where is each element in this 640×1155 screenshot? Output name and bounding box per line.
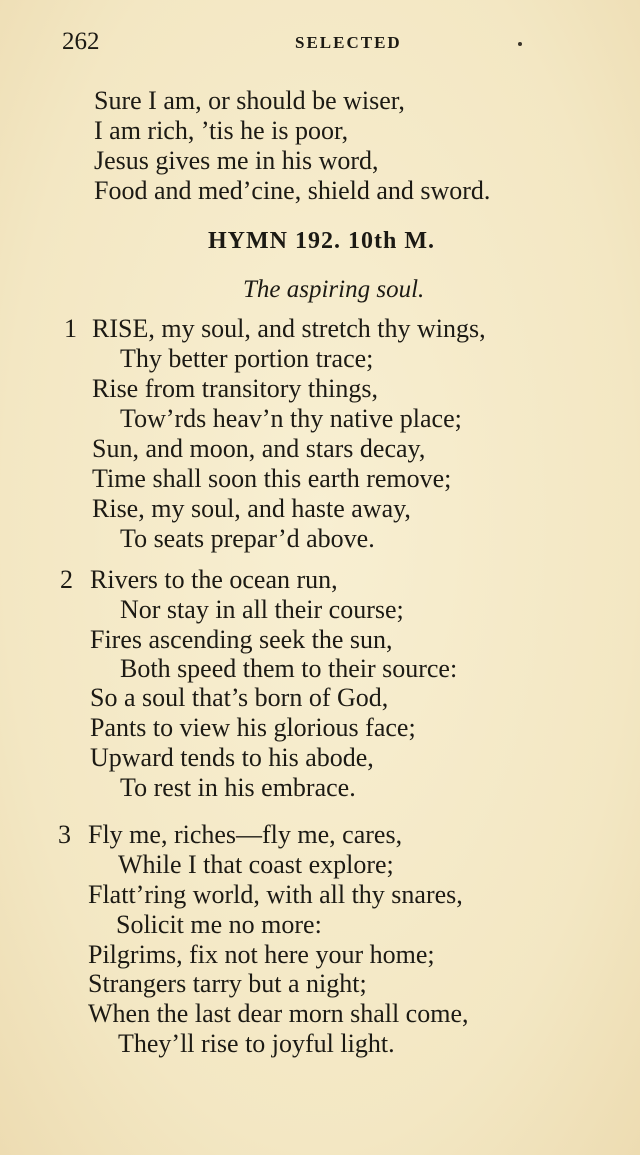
verse-line: Flatt’ring world, with all thy snares, [88,880,463,909]
verse-line: Solicit me no more: [116,910,322,939]
running-head: SELECTED [295,33,402,52]
verse-line: Rise, my soul, and haste away, [92,494,411,523]
verse-line: Time shall soon this earth remove; [92,464,452,493]
hymn-title: HYMN 192. 10th M. [208,228,435,254]
verse-line: They’ll rise to joyful light. [118,1029,395,1058]
verse-line: Pants to view his glorious face; [90,713,416,742]
verse-line: Fly me, riches—fly me, cares, [88,820,403,849]
stanza-number: 3 [58,820,71,849]
verse-line: Both speed them to their source: [120,654,458,683]
stanza-number: 2 [60,565,73,594]
verse-line: Fires ascending seek the sun, [90,625,393,654]
verse-line: Sure I am, or should be wiser, [94,86,405,115]
stanza-number: 1 [64,314,77,343]
verse-line: Sun, and moon, and stars decay, [92,434,426,463]
verse-line: Food and med’cine, shield and sword. [94,176,491,205]
verse-line: Upward tends to his abode, [90,743,374,772]
verse-line: To rest in his embrace. [120,773,356,802]
verse-line: RISE, my soul, and stretch thy wings, [92,314,486,343]
verse-line: Pilgrims, fix not here your home; [88,940,435,969]
verse-line: Nor stay in all their course; [120,595,404,624]
hymn-subtitle: The aspiring soul. [243,276,425,303]
ink-dot [518,42,522,46]
verse-line: Rise from transitory things, [92,374,378,403]
verse-line: While I that coast explore; [118,850,394,879]
verse-line: Thy better portion trace; [120,344,374,373]
verse-line: So a soul that’s born of God, [90,683,389,712]
verse-line: Jesus gives me in his word, [94,146,379,175]
page-header [0,28,640,64]
verse-line: Strangers tarry but a night; [88,969,367,998]
verse-line: To seats prepar’d above. [120,524,375,553]
page-number: 262 [62,28,100,55]
verse-line: When the last dear morn shall come, [88,999,469,1028]
verse-line: Tow’rds heav’n thy native place; [120,404,462,433]
verse-line: Rivers to the ocean run, [90,565,338,594]
verse-line: I am rich, ’tis he is poor, [94,116,349,145]
